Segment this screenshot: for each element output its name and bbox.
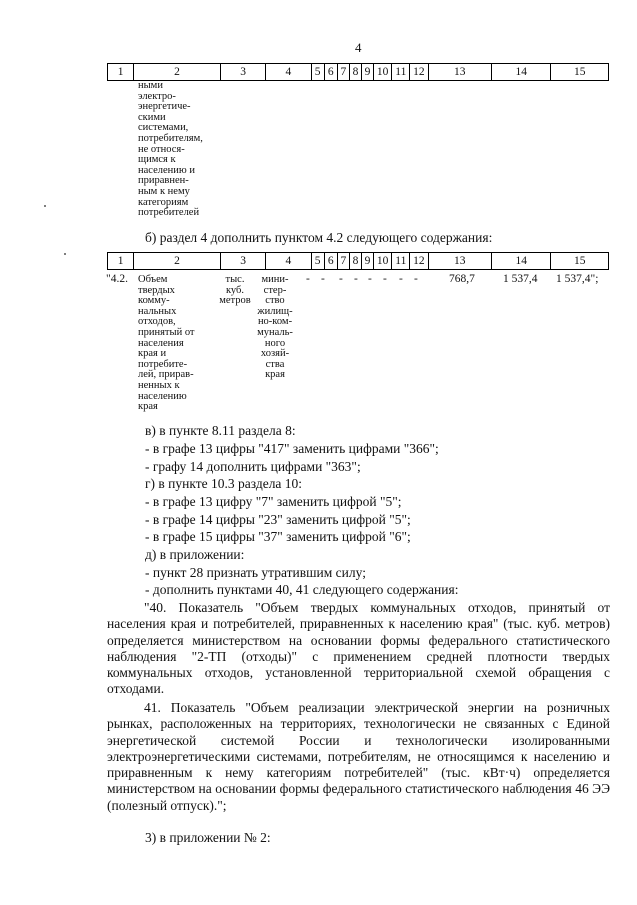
item-line: - в графе 15 цифры "37" заменить цифрой "6"; <box>145 529 411 544</box>
col-header: 13 <box>428 64 492 81</box>
item-line: - в графе 13 цифру "7" заменить цифрой "5"; <box>145 494 402 509</box>
item-line: - дополнить пунктами 40, 41 следующего содержания: <box>145 582 459 597</box>
col-header: 8 <box>349 253 361 270</box>
col-header: 9 <box>361 253 373 270</box>
col-header: 14 <box>492 64 551 81</box>
item-d: д) в приложении: <box>145 547 245 562</box>
col-header: 9 <box>361 64 373 81</box>
col-header: 2 <box>134 64 221 81</box>
dash-col5: - <box>306 273 310 285</box>
dash-col7: - <box>339 273 343 285</box>
col-header: 10 <box>374 253 392 270</box>
dash-col10: - <box>383 273 387 285</box>
col-header: 14 <box>492 253 551 270</box>
col-header: 3 <box>220 253 265 270</box>
col-header: 6 <box>324 253 337 270</box>
col-header: 15 <box>551 64 609 81</box>
item-line: - пункт 28 признать утратившим силу; <box>145 565 366 580</box>
row-responsible: мини- стер- ство жилищ- но-ком- муналь- ного хозяй- ства края <box>257 274 293 381</box>
table-header-top <box>107 63 609 81</box>
item-g: г) в пункте 10.3 раздела 10: <box>145 476 303 491</box>
dash-col6: - <box>321 273 325 285</box>
col-header: 10 <box>374 64 392 81</box>
row-indicator-name: Объем твердых комму- нальных отходов, принятый от населения края и потребите- лей, прирав- ненных к населению края <box>138 274 195 413</box>
continued-row-col2: ными электро- энергетиче- скими системами, потребителям, не относя- щимся к населению и приравнен- ным к нему категориям потребителей <box>138 80 203 219</box>
page-number: 4 <box>355 40 362 55</box>
paragraph-40: "40. Показатель "Объем твердых коммунальных отходов, принятый от населения края и потребителей, приравненных к населению края" (тыс. куб. метров) определяется министерством на основании формы федерального статистического наблюдения "2-ТП (отходы)" с применением средней плотности твердых коммунальных отходов, установленной территориальной схемой обращения с отходами. <box>107 600 610 697</box>
col-header: 11 <box>392 253 410 270</box>
item-z: 3) в приложении № 2: <box>145 830 271 845</box>
col-header: 1 <box>108 253 134 270</box>
col-header: 3 <box>220 64 265 81</box>
col-header: 7 <box>337 64 349 81</box>
col-header: 12 <box>410 64 428 81</box>
col-header: 15 <box>551 253 609 270</box>
col-header: 12 <box>410 253 428 270</box>
col-header: 7 <box>337 253 349 270</box>
item-v: в) в пункте 8.11 раздела 8: <box>145 423 296 438</box>
row-number: "4.2. <box>106 273 128 285</box>
col-header: 4 <box>266 64 311 81</box>
item-line: - в графе 14 цифры "23" заменить цифрой "5"; <box>145 512 411 527</box>
table-header-second <box>107 252 609 270</box>
dash-col9: - <box>368 273 372 285</box>
dash-col12: - <box>414 273 418 285</box>
col-header: 5 <box>311 64 324 81</box>
col-header: 6 <box>324 64 337 81</box>
col-header: 13 <box>428 253 492 270</box>
col-header: 2 <box>134 253 221 270</box>
col-header: 5 <box>311 253 324 270</box>
dash-col11: - <box>399 273 403 285</box>
col-header: 4 <box>266 253 311 270</box>
item-b: б) раздел 4 дополнить пунктом 4.2 следующего содержания: <box>145 230 493 245</box>
col-header: 11 <box>392 64 410 81</box>
item-line: - в графе 13 цифры "417" заменить цифрами "366"; <box>145 441 439 456</box>
col-header: 1 <box>108 64 134 81</box>
scan-speck <box>64 253 66 255</box>
scan-speck <box>44 205 46 207</box>
value-col13: 768,7 <box>449 273 475 285</box>
col-header: 8 <box>349 64 361 81</box>
item-line: - графу 14 дополнить цифрами "363"; <box>145 459 361 474</box>
value-col15: 1 537,4"; <box>556 273 599 285</box>
row-unit: тыс. куб. метров <box>219 274 251 307</box>
value-col14: 1 537,4 <box>503 273 538 285</box>
paragraph-41: 41. Показатель "Объем реализации электрической энергии на розничных рынках, расположенных на территориях, технологически не связанных с Единой энергетической системой России и технологически изолированными электроэнергетическими системами, потребителям, не относящимся к населению и приравненным к нему категориям потребителей" (тыс. кВт·ч) определяется министерством на основании формы федерального статистического наблюдения 46 ЭЭ (полезный отпуск)."; <box>107 700 610 813</box>
dash-col8: - <box>354 273 358 285</box>
